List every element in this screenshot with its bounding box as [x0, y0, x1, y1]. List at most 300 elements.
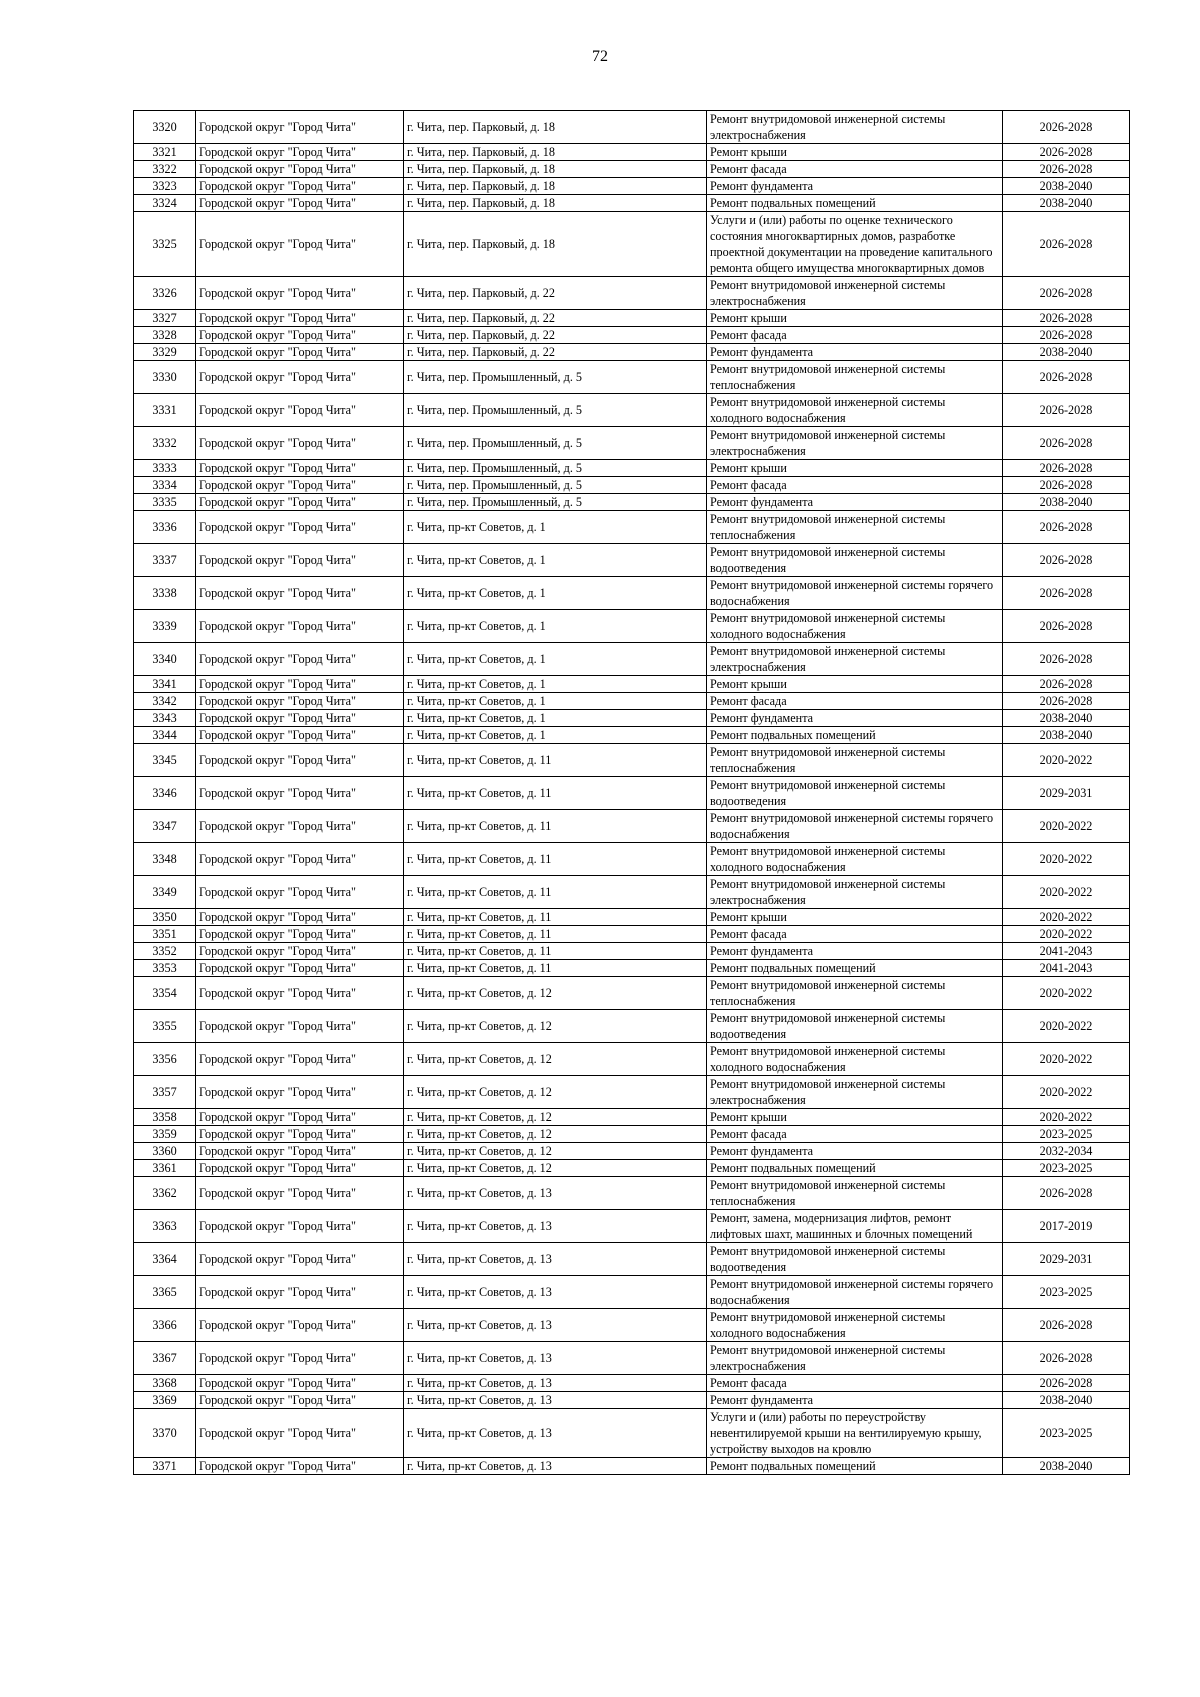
period-cell: 2026-2028	[1003, 310, 1130, 327]
table-row	[134, 610, 1130, 643]
municipality-cell: Городской округ "Город Чита"	[196, 1126, 404, 1143]
work-type-cell: Ремонт внутридомовой инженерной системы холодного водоснабжения	[707, 1309, 1003, 1342]
work-type-cell: Ремонт внутридомовой инженерной системы водоотведения	[707, 777, 1003, 810]
address-cell: г. Чита, пр-кт Советов, д. 11	[404, 943, 707, 960]
table-row	[134, 909, 1130, 926]
address-cell: г. Чита, пер. Промышленный, д. 5	[404, 460, 707, 477]
work-type-cell: Ремонт подвальных помещений	[707, 1160, 1003, 1177]
municipality-cell: Городской округ "Город Чита"	[196, 1210, 404, 1243]
table-row	[134, 1375, 1130, 1392]
address-cell: г. Чита, пр-кт Советов, д. 13	[404, 1210, 707, 1243]
row-number-cell: 3341	[134, 676, 196, 693]
row-number-cell: 3325	[134, 212, 196, 277]
address-cell: г. Чита, пер. Парковый, д. 18	[404, 195, 707, 212]
municipality-cell: Городской округ "Город Чита"	[196, 577, 404, 610]
row-number-cell: 3368	[134, 1375, 196, 1392]
municipality-cell: Городской округ "Город Чита"	[196, 477, 404, 494]
table-row	[134, 161, 1130, 178]
address-cell: г. Чита, пер. Парковый, д. 22	[404, 327, 707, 344]
row-number-cell: 3370	[134, 1409, 196, 1458]
row-number-cell: 3339	[134, 610, 196, 643]
municipality-cell: Городской округ "Город Чита"	[196, 843, 404, 876]
work-type-cell: Ремонт крыши	[707, 676, 1003, 693]
work-type-cell: Ремонт внутридомовой инженерной системы водоотведения	[707, 544, 1003, 577]
period-cell: 2026-2028	[1003, 212, 1130, 277]
municipality-cell: Городской округ "Город Чита"	[196, 1309, 404, 1342]
address-cell: г. Чита, пер. Промышленный, д. 5	[404, 394, 707, 427]
address-cell: г. Чита, пр-кт Советов, д. 1	[404, 693, 707, 710]
row-number-cell: 3363	[134, 1210, 196, 1243]
row-number-cell: 3324	[134, 195, 196, 212]
period-cell: 2026-2028	[1003, 643, 1130, 676]
municipality-cell: Городской округ "Город Чита"	[196, 427, 404, 460]
municipality-cell: Городской округ "Город Чита"	[196, 111, 404, 144]
table-row	[134, 544, 1130, 577]
municipality-cell: Городской округ "Город Чита"	[196, 1276, 404, 1309]
address-cell: г. Чита, пер. Парковый, д. 18	[404, 161, 707, 178]
period-cell: 2026-2028	[1003, 577, 1130, 610]
period-cell: 2020-2022	[1003, 843, 1130, 876]
period-cell: 2020-2022	[1003, 1010, 1130, 1043]
address-cell: г. Чита, пр-кт Советов, д. 12	[404, 1109, 707, 1126]
row-number-cell: 3345	[134, 744, 196, 777]
row-number-cell: 3359	[134, 1126, 196, 1143]
table-row	[134, 344, 1130, 361]
municipality-cell: Городской округ "Город Чита"	[196, 361, 404, 394]
period-cell: 2020-2022	[1003, 810, 1130, 843]
table-row	[134, 1043, 1130, 1076]
address-cell: г. Чита, пер. Парковый, д. 22	[404, 277, 707, 310]
table-row	[134, 277, 1130, 310]
period-cell: 2026-2028	[1003, 1342, 1130, 1375]
period-cell: 2023-2025	[1003, 1160, 1130, 1177]
address-cell: г. Чита, пр-кт Советов, д. 1	[404, 643, 707, 676]
work-type-cell: Ремонт внутридомовой инженерной системы водоотведения	[707, 1243, 1003, 1276]
period-cell: 2038-2040	[1003, 1392, 1130, 1409]
period-cell: 2023-2025	[1003, 1409, 1130, 1458]
period-cell: 2026-2028	[1003, 1309, 1130, 1342]
period-cell: 2026-2028	[1003, 477, 1130, 494]
work-type-cell: Ремонт внутридомовой инженерной системы теплоснабжения	[707, 511, 1003, 544]
period-cell: 2026-2028	[1003, 427, 1130, 460]
row-number-cell: 3337	[134, 544, 196, 577]
work-type-cell: Ремонт фасада	[707, 161, 1003, 178]
address-cell: г. Чита, пр-кт Советов, д. 13	[404, 1243, 707, 1276]
table-row	[134, 1409, 1130, 1458]
address-cell: г. Чита, пр-кт Советов, д. 11	[404, 926, 707, 943]
work-type-cell: Ремонт внутридомовой инженерной системы электроснабжения	[707, 277, 1003, 310]
work-type-cell: Ремонт внутридомовой инженерной системы электроснабжения	[707, 1076, 1003, 1109]
municipality-cell: Городской округ "Город Чита"	[196, 327, 404, 344]
table-row	[134, 111, 1130, 144]
municipality-cell: Городской округ "Город Чита"	[196, 212, 404, 277]
address-cell: г. Чита, пр-кт Советов, д. 13	[404, 1409, 707, 1458]
period-cell: 2026-2028	[1003, 161, 1130, 178]
address-cell: г. Чита, пр-кт Советов, д. 1	[404, 727, 707, 744]
work-type-cell: Ремонт внутридомовой инженерной системы горячего водоснабжения	[707, 1276, 1003, 1309]
work-type-cell: Ремонт фундамента	[707, 710, 1003, 727]
table-row	[134, 477, 1130, 494]
work-type-cell: Ремонт подвальных помещений	[707, 960, 1003, 977]
period-cell: 2029-2031	[1003, 1243, 1130, 1276]
row-number-cell: 3338	[134, 577, 196, 610]
address-cell: г. Чита, пр-кт Советов, д. 12	[404, 1143, 707, 1160]
period-cell: 2038-2040	[1003, 344, 1130, 361]
work-type-cell: Ремонт фасада	[707, 1126, 1003, 1143]
period-cell: 2038-2040	[1003, 710, 1130, 727]
work-type-cell: Ремонт крыши	[707, 310, 1003, 327]
row-number-cell: 3336	[134, 511, 196, 544]
table-row	[134, 1109, 1130, 1126]
row-number-cell: 3350	[134, 909, 196, 926]
municipality-cell: Городской округ "Город Чита"	[196, 460, 404, 477]
row-number-cell: 3344	[134, 727, 196, 744]
address-cell: г. Чита, пр-кт Советов, д. 11	[404, 960, 707, 977]
address-cell: г. Чита, пр-кт Советов, д. 1	[404, 544, 707, 577]
row-number-cell: 3343	[134, 710, 196, 727]
table-body	[134, 111, 1130, 1475]
period-cell: 2026-2028	[1003, 144, 1130, 161]
row-number-cell: 3322	[134, 161, 196, 178]
address-cell: г. Чита, пр-кт Советов, д. 11	[404, 777, 707, 810]
period-cell: 2017-2019	[1003, 1210, 1130, 1243]
address-cell: г. Чита, пер. Парковый, д. 22	[404, 310, 707, 327]
address-cell: г. Чита, пер. Промышленный, д. 5	[404, 477, 707, 494]
work-type-cell: Ремонт фундамента	[707, 1392, 1003, 1409]
work-type-cell: Ремонт фундамента	[707, 344, 1003, 361]
table-row	[134, 1076, 1130, 1109]
work-type-cell: Ремонт крыши	[707, 144, 1003, 161]
row-number-cell: 3327	[134, 310, 196, 327]
table-row	[134, 1392, 1130, 1409]
work-type-cell: Ремонт подвальных помещений	[707, 727, 1003, 744]
period-cell: 2020-2022	[1003, 744, 1130, 777]
period-cell: 2032-2034	[1003, 1143, 1130, 1160]
municipality-cell: Городской округ "Город Чита"	[196, 744, 404, 777]
work-type-cell: Ремонт внутридомовой инженерной системы электроснабжения	[707, 1342, 1003, 1375]
work-type-cell: Ремонт крыши	[707, 1109, 1003, 1126]
period-cell: 2020-2022	[1003, 926, 1130, 943]
work-type-cell: Ремонт внутридомовой инженерной системы холодного водоснабжения	[707, 843, 1003, 876]
period-cell: 2026-2028	[1003, 394, 1130, 427]
period-cell: 2041-2043	[1003, 960, 1130, 977]
row-number-cell: 3349	[134, 876, 196, 909]
address-cell: г. Чита, пр-кт Советов, д. 13	[404, 1392, 707, 1409]
table-row	[134, 710, 1130, 727]
table-row	[134, 810, 1130, 843]
row-number-cell: 3335	[134, 494, 196, 511]
period-cell: 2038-2040	[1003, 494, 1130, 511]
address-cell: г. Чита, пр-кт Советов, д. 13	[404, 1458, 707, 1475]
table-row	[134, 361, 1130, 394]
row-number-cell: 3342	[134, 693, 196, 710]
municipality-cell: Городской округ "Город Чита"	[196, 511, 404, 544]
row-number-cell: 3371	[134, 1458, 196, 1475]
period-cell: 2026-2028	[1003, 676, 1130, 693]
row-number-cell: 3330	[134, 361, 196, 394]
address-cell: г. Чита, пр-кт Советов, д. 12	[404, 1076, 707, 1109]
row-number-cell: 3348	[134, 843, 196, 876]
municipality-cell: Городской округ "Город Чита"	[196, 1392, 404, 1409]
period-cell: 2026-2028	[1003, 693, 1130, 710]
table-row	[134, 327, 1130, 344]
municipality-cell: Городской округ "Город Чита"	[196, 144, 404, 161]
address-cell: г. Чита, пер. Парковый, д. 18	[404, 212, 707, 277]
work-type-cell: Ремонт крыши	[707, 460, 1003, 477]
municipality-cell: Городской округ "Город Чита"	[196, 810, 404, 843]
row-number-cell: 3326	[134, 277, 196, 310]
municipality-cell: Городской округ "Город Чита"	[196, 277, 404, 310]
period-cell: 2026-2028	[1003, 361, 1130, 394]
address-cell: г. Чита, пр-кт Советов, д. 1	[404, 710, 707, 727]
table-row	[134, 178, 1130, 195]
address-cell: г. Чита, пр-кт Советов, д. 13	[404, 1375, 707, 1392]
table-row	[134, 1177, 1130, 1210]
row-number-cell: 3320	[134, 111, 196, 144]
row-number-cell: 3332	[134, 427, 196, 460]
municipality-cell: Городской округ "Город Чита"	[196, 1160, 404, 1177]
table-row	[134, 511, 1130, 544]
address-cell: г. Чита, пр-кт Советов, д. 12	[404, 1160, 707, 1177]
row-number-cell: 3351	[134, 926, 196, 943]
municipality-cell: Городской округ "Город Чита"	[196, 1342, 404, 1375]
period-cell: 2020-2022	[1003, 1043, 1130, 1076]
table-row	[134, 744, 1130, 777]
row-number-cell: 3358	[134, 1109, 196, 1126]
work-type-cell: Ремонт фасада	[707, 693, 1003, 710]
work-type-cell: Ремонт внутридомовой инженерной системы электроснабжения	[707, 111, 1003, 144]
period-cell: 2026-2028	[1003, 460, 1130, 477]
municipality-cell: Городской округ "Город Чита"	[196, 676, 404, 693]
row-number-cell: 3340	[134, 643, 196, 676]
municipality-cell: Городской округ "Город Чита"	[196, 727, 404, 744]
table-row	[134, 394, 1130, 427]
row-number-cell: 3328	[134, 327, 196, 344]
address-cell: г. Чита, пер. Парковый, д. 18	[404, 144, 707, 161]
municipality-cell: Городской округ "Город Чита"	[196, 1375, 404, 1392]
work-type-cell: Ремонт подвальных помещений	[707, 1458, 1003, 1475]
period-cell: 2020-2022	[1003, 977, 1130, 1010]
row-number-cell: 3331	[134, 394, 196, 427]
work-type-cell: Ремонт фасада	[707, 327, 1003, 344]
table-row	[134, 494, 1130, 511]
row-number-cell: 3361	[134, 1160, 196, 1177]
table-row	[134, 977, 1130, 1010]
row-number-cell: 3347	[134, 810, 196, 843]
work-type-cell: Ремонт, замена, модернизация лифтов, ремонт лифтовых шахт, машинных и блочных помещений	[707, 1210, 1003, 1243]
period-cell: 2023-2025	[1003, 1276, 1130, 1309]
work-type-cell: Ремонт подвальных помещений	[707, 195, 1003, 212]
address-cell: г. Чита, пр-кт Советов, д. 11	[404, 810, 707, 843]
period-cell: 2026-2028	[1003, 610, 1130, 643]
municipality-cell: Городской округ "Город Чита"	[196, 1143, 404, 1160]
row-number-cell: 3362	[134, 1177, 196, 1210]
table-row	[134, 926, 1130, 943]
work-type-cell: Ремонт внутридомовой инженерной системы теплоснабжения	[707, 744, 1003, 777]
table-row	[134, 777, 1130, 810]
table-row	[134, 460, 1130, 477]
period-cell: 2026-2028	[1003, 1375, 1130, 1392]
address-cell: г. Чита, пр-кт Советов, д. 12	[404, 1010, 707, 1043]
address-cell: г. Чита, пр-кт Советов, д. 13	[404, 1342, 707, 1375]
period-cell: 2026-2028	[1003, 277, 1130, 310]
period-cell: 2026-2028	[1003, 111, 1130, 144]
municipality-cell: Городской округ "Город Чита"	[196, 710, 404, 727]
address-cell: г. Чита, пр-кт Советов, д. 1	[404, 577, 707, 610]
period-cell: 2023-2025	[1003, 1126, 1130, 1143]
address-cell: г. Чита, пер. Парковый, д. 18	[404, 178, 707, 195]
address-cell: г. Чита, пр-кт Советов, д. 12	[404, 1126, 707, 1143]
period-cell: 2041-2043	[1003, 943, 1130, 960]
address-cell: г. Чита, пр-кт Советов, д. 12	[404, 1043, 707, 1076]
table-row	[134, 427, 1130, 460]
table-row	[134, 1342, 1130, 1375]
address-cell: г. Чита, пер. Промышленный, д. 5	[404, 494, 707, 511]
row-number-cell: 3367	[134, 1342, 196, 1375]
period-cell: 2026-2028	[1003, 511, 1130, 544]
table-row	[134, 212, 1130, 277]
municipality-cell: Городской округ "Город Чита"	[196, 777, 404, 810]
work-type-cell: Ремонт фасада	[707, 477, 1003, 494]
row-number-cell: 3334	[134, 477, 196, 494]
address-cell: г. Чита, пер. Промышленный, д. 5	[404, 361, 707, 394]
work-type-cell: Ремонт внутридомовой инженерной системы холодного водоснабжения	[707, 394, 1003, 427]
municipality-cell: Городской округ "Город Чита"	[196, 161, 404, 178]
address-cell: г. Чита, пр-кт Советов, д. 13	[404, 1276, 707, 1309]
municipality-cell: Городской округ "Город Чита"	[196, 195, 404, 212]
work-type-cell: Ремонт внутридомовой инженерной системы электроснабжения	[707, 876, 1003, 909]
municipality-cell: Городской округ "Город Чита"	[196, 943, 404, 960]
municipality-cell: Городской округ "Город Чита"	[196, 610, 404, 643]
row-number-cell: 3364	[134, 1243, 196, 1276]
table-row	[134, 195, 1130, 212]
table-row	[134, 144, 1130, 161]
address-cell: г. Чита, пр-кт Советов, д. 1	[404, 511, 707, 544]
work-type-cell: Ремонт внутридомовой инженерной системы теплоснабжения	[707, 1177, 1003, 1210]
table-row	[134, 1243, 1130, 1276]
period-cell: 2020-2022	[1003, 909, 1130, 926]
address-cell: г. Чита, пр-кт Советов, д. 1	[404, 610, 707, 643]
table-row	[134, 310, 1130, 327]
table-row	[134, 577, 1130, 610]
work-type-cell: Ремонт внутридомовой инженерной системы электроснабжения	[707, 427, 1003, 460]
work-type-cell: Ремонт фундамента	[707, 943, 1003, 960]
municipality-cell: Городской округ "Город Чита"	[196, 1458, 404, 1475]
table-row	[134, 676, 1130, 693]
address-cell: г. Чита, пр-кт Советов, д. 11	[404, 744, 707, 777]
row-number-cell: 3360	[134, 1143, 196, 1160]
municipality-cell: Городской округ "Город Чита"	[196, 1409, 404, 1458]
row-number-cell: 3366	[134, 1309, 196, 1342]
table-row	[134, 1458, 1130, 1475]
municipality-cell: Городской округ "Город Чита"	[196, 394, 404, 427]
address-cell: г. Чита, пр-кт Советов, д. 11	[404, 909, 707, 926]
table-row	[134, 727, 1130, 744]
repair-schedule-table	[133, 110, 1130, 1475]
row-number-cell: 3365	[134, 1276, 196, 1309]
address-cell: г. Чита, пр-кт Советов, д. 13	[404, 1177, 707, 1210]
period-cell: 2020-2022	[1003, 876, 1130, 909]
work-type-cell: Ремонт внутридомовой инженерной системы водоотведения	[707, 1010, 1003, 1043]
period-cell: 2038-2040	[1003, 178, 1130, 195]
work-type-cell: Ремонт внутридомовой инженерной системы горячего водоснабжения	[707, 577, 1003, 610]
table-row	[134, 876, 1130, 909]
period-cell: 2020-2022	[1003, 1109, 1130, 1126]
row-number-cell: 3329	[134, 344, 196, 361]
table-row	[134, 643, 1130, 676]
work-type-cell: Услуги и (или) работы по оценке технического состояния многоквартирных домов, разработке проектной документации на проведение капитального ремонта общего имущества многоквартирных домов	[707, 212, 1003, 277]
municipality-cell: Городской округ "Город Чита"	[196, 977, 404, 1010]
row-number-cell: 3353	[134, 960, 196, 977]
period-cell: 2038-2040	[1003, 727, 1130, 744]
address-cell: г. Чита, пр-кт Советов, д. 1	[404, 676, 707, 693]
table-row	[134, 1126, 1130, 1143]
municipality-cell: Городской округ "Город Чита"	[196, 1243, 404, 1276]
period-cell: 2029-2031	[1003, 777, 1130, 810]
period-cell: 2026-2028	[1003, 1177, 1130, 1210]
address-cell: г. Чита, пер. Парковый, д. 22	[404, 344, 707, 361]
work-type-cell: Ремонт фундамента	[707, 178, 1003, 195]
table-row	[134, 943, 1130, 960]
table-row	[134, 1276, 1130, 1309]
row-number-cell: 3346	[134, 777, 196, 810]
work-type-cell: Ремонт внутридомовой инженерной системы электроснабжения	[707, 643, 1003, 676]
period-cell: 2038-2040	[1003, 195, 1130, 212]
address-cell: г. Чита, пр-кт Советов, д. 11	[404, 876, 707, 909]
municipality-cell: Городской округ "Город Чита"	[196, 1109, 404, 1126]
work-type-cell: Ремонт фундамента	[707, 1143, 1003, 1160]
work-type-cell: Ремонт внутридомовой инженерной системы теплоснабжения	[707, 361, 1003, 394]
municipality-cell: Городской округ "Город Чита"	[196, 1010, 404, 1043]
table-row	[134, 693, 1130, 710]
period-cell: 2026-2028	[1003, 327, 1130, 344]
work-type-cell: Ремонт внутридомовой инженерной системы теплоснабжения	[707, 977, 1003, 1010]
work-type-cell: Услуги и (или) работы по переустройству невентилируемой крыши на вентилируемую крышу, устройству выходов на кровлю	[707, 1409, 1003, 1458]
work-type-cell: Ремонт фасада	[707, 926, 1003, 943]
row-number-cell: 3355	[134, 1010, 196, 1043]
address-cell: г. Чита, пер. Промышленный, д. 5	[404, 427, 707, 460]
table-row	[134, 1010, 1130, 1043]
row-number-cell: 3357	[134, 1076, 196, 1109]
table-row	[134, 1160, 1130, 1177]
row-number-cell: 3323	[134, 178, 196, 195]
municipality-cell: Городской округ "Город Чита"	[196, 310, 404, 327]
row-number-cell: 3354	[134, 977, 196, 1010]
municipality-cell: Городской округ "Город Чита"	[196, 960, 404, 977]
page-number: 72	[592, 48, 608, 65]
municipality-cell: Городской округ "Город Чита"	[196, 876, 404, 909]
work-type-cell: Ремонт фасада	[707, 1375, 1003, 1392]
address-cell: г. Чита, пр-кт Советов, д. 13	[404, 1309, 707, 1342]
period-cell: 2020-2022	[1003, 1076, 1130, 1109]
municipality-cell: Городской округ "Город Чита"	[196, 1043, 404, 1076]
table-row	[134, 960, 1130, 977]
work-type-cell: Ремонт фундамента	[707, 494, 1003, 511]
table-row	[134, 843, 1130, 876]
municipality-cell: Городской округ "Город Чита"	[196, 643, 404, 676]
period-cell: 2026-2028	[1003, 544, 1130, 577]
work-type-cell: Ремонт внутридомовой инженерной системы холодного водоснабжения	[707, 1043, 1003, 1076]
table-row	[134, 1210, 1130, 1243]
municipality-cell: Городской округ "Город Чита"	[196, 926, 404, 943]
table-row	[134, 1143, 1130, 1160]
address-cell: г. Чита, пр-кт Советов, д. 11	[404, 843, 707, 876]
work-type-cell: Ремонт внутридомовой инженерной системы горячего водоснабжения	[707, 810, 1003, 843]
municipality-cell: Городской округ "Город Чита"	[196, 693, 404, 710]
work-type-cell: Ремонт внутридомовой инженерной системы холодного водоснабжения	[707, 610, 1003, 643]
row-number-cell: 3321	[134, 144, 196, 161]
work-type-cell: Ремонт крыши	[707, 909, 1003, 926]
